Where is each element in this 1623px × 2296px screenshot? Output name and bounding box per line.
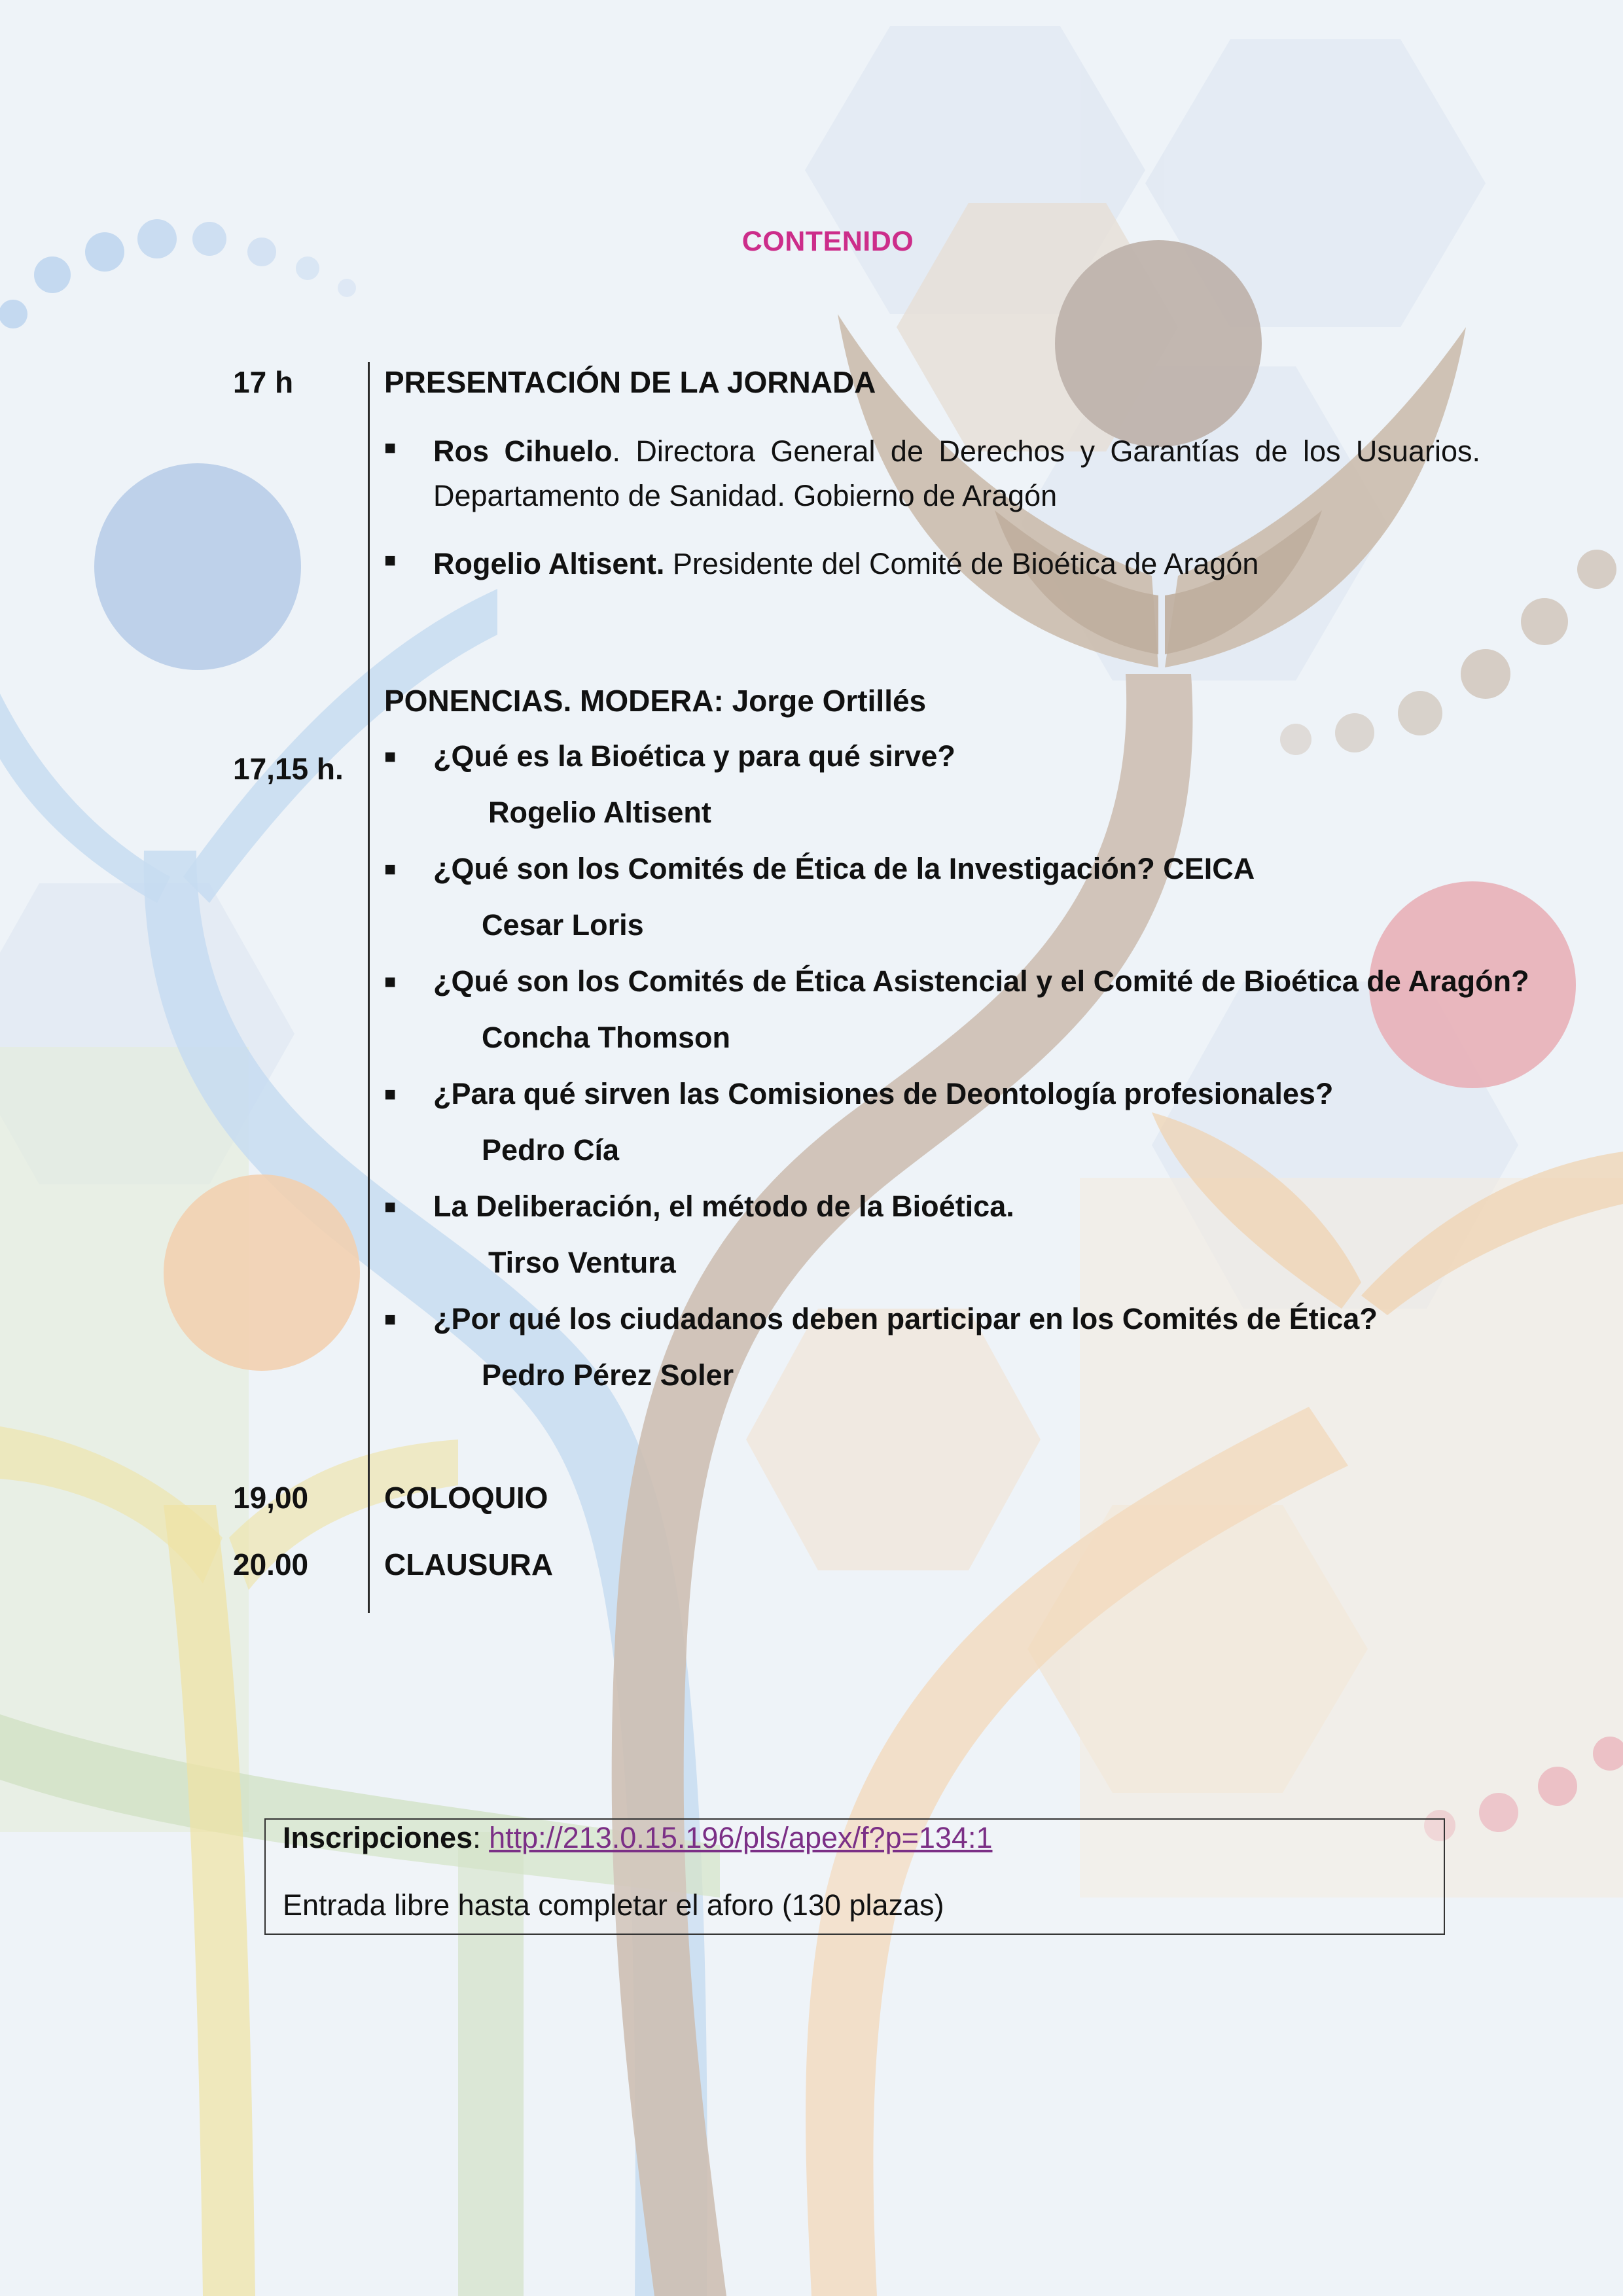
talk-speaker: Rogelio Altisent — [488, 796, 711, 829]
talk-title: ¿Para qué sirven las Comisiones de Deontología profesionales? — [433, 1077, 1334, 1110]
schedule-time-1: 17 h — [233, 365, 294, 399]
section-heading-clausura: CLAUSURA — [384, 1547, 554, 1581]
bullet-icon: ■ — [384, 746, 397, 768]
talk-title: La Deliberación, el método de la Bioética. — [433, 1190, 1014, 1223]
page-title: CONTENIDO — [741, 226, 914, 257]
section-heading-presentation: PRESENTACIÓN DE LA JORNADA — [384, 365, 876, 399]
registration-link[interactable]: http://213.0.15.196/pls/apex/f?p=134:1 — [489, 1821, 993, 1854]
section-heading-ponencias: PONENCIAS. MODERA: Jorge Ortillés — [384, 684, 927, 718]
person-name: Ros Cihuelo — [433, 434, 613, 468]
list-item-ros-cihuelo — [433, 429, 1480, 518]
section-heading-coloquio: COLOQUIO — [384, 1481, 548, 1515]
talk-speaker: Tirso Ventura — [488, 1246, 676, 1279]
bullet-icon: ■ — [384, 550, 397, 571]
registration-note: Entrada libre hasta completar el aforo (130 plazas) — [283, 1888, 944, 1922]
person-name: Rogelio Altisent. — [433, 547, 665, 580]
bullet-icon: ■ — [384, 1196, 397, 1218]
bullet-icon: ■ — [384, 437, 397, 459]
talk-speaker: Concha Thomson — [482, 1021, 730, 1054]
registration-line — [283, 1821, 993, 1855]
talk-speaker: Pedro Pérez Soler — [482, 1358, 734, 1392]
person-role: . Directora General de Derechos y Garantías de los Usuarios. Departamento de Sanidad. Gobierno de Aragón — [433, 434, 1480, 512]
schedule-time-3: 19,00 — [233, 1481, 309, 1515]
bullet-icon: ■ — [384, 1084, 397, 1105]
schedule-divider-line — [368, 362, 370, 1613]
registration-box — [264, 1818, 1445, 1935]
talk-speaker: Pedro Cía — [482, 1133, 620, 1167]
bullet-icon: ■ — [384, 1309, 397, 1330]
talk-title: ¿Por qué los ciudadanos deben participar en los Comités de Ética? — [433, 1302, 1378, 1335]
bullet-icon: ■ — [384, 858, 397, 880]
talk-title: ¿Qué es la Bioética y para qué sirve? — [433, 739, 955, 773]
talk-title: ¿Qué son los Comités de Ética de la Investigación? CEICA — [433, 852, 1255, 885]
registration-separator: : — [473, 1821, 490, 1854]
schedule-time-2: 17,15 h. — [233, 752, 344, 786]
schedule-time-4: 20.00 — [233, 1547, 309, 1581]
talk-title: ¿Qué son los Comités de Ética Asistencial y el Comité de Bioética de Aragón? — [433, 964, 1529, 998]
person-role: Presidente del Comité de Bioética de Aragón — [664, 547, 1259, 580]
talk-speaker: Cesar Loris — [482, 908, 644, 942]
bullet-icon: ■ — [384, 971, 397, 993]
list-item-rogelio-altisent — [433, 542, 1480, 586]
registration-label: Inscripciones — [283, 1821, 473, 1854]
